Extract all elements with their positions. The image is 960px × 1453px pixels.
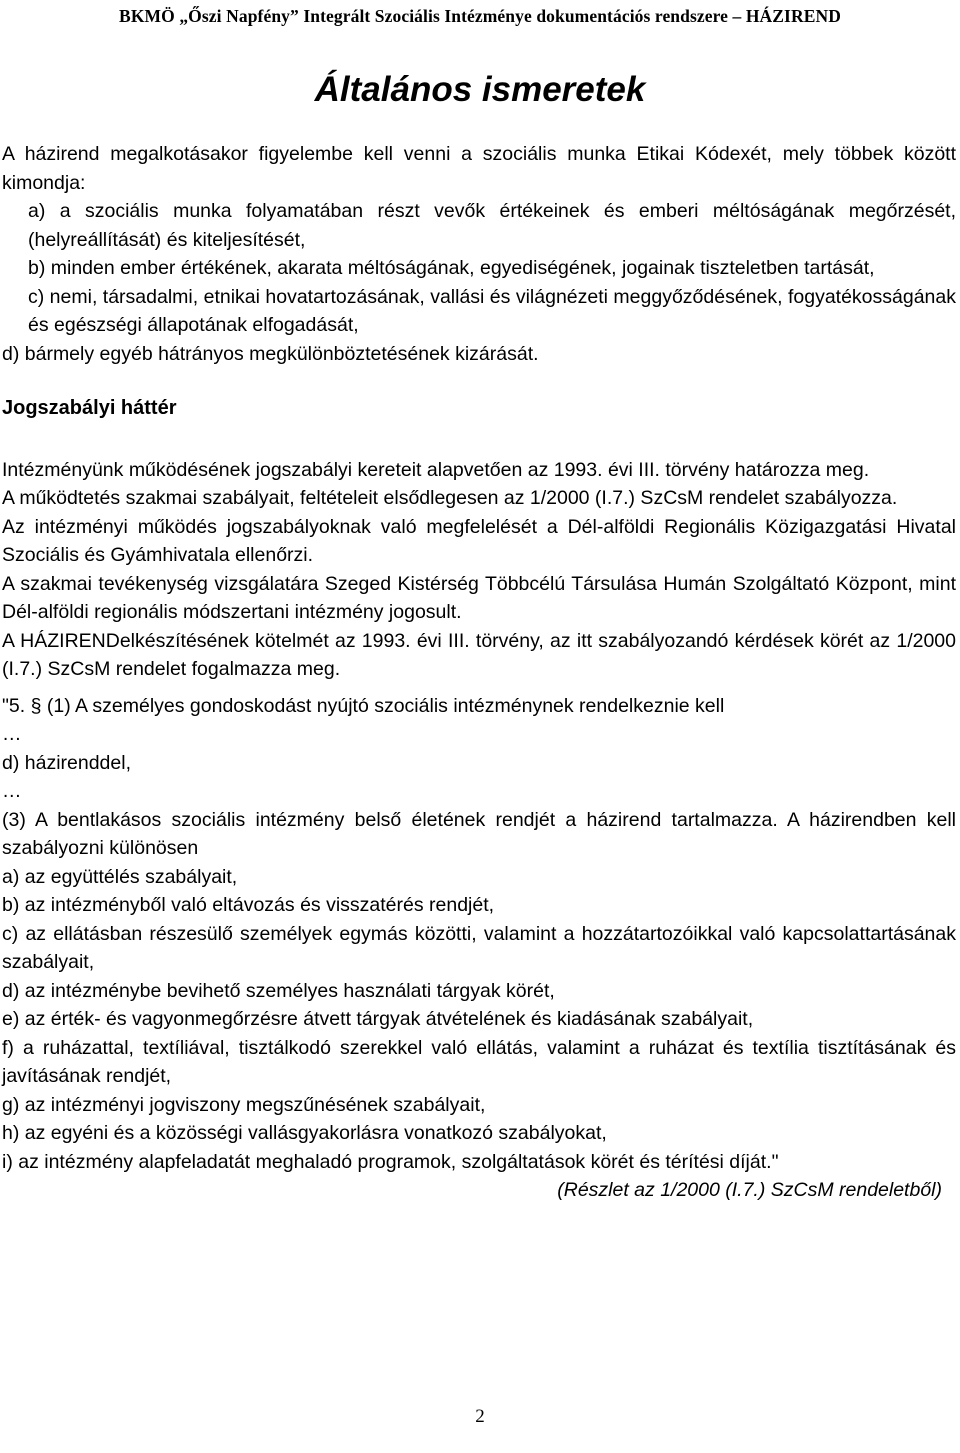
quote-item: h) az egyéni és a közösségi vallásgyakorlásra vonatkozó szabályokat, [2,1122,607,1144]
paragraph: A működtetés szakmai szabályait, feltételeit elsődlegesen az 1/2000 (I.7.) SzCsM rendelet szabályozza. [2,487,898,509]
paragraph: Intézményünk működésének jogszabályi kereteit alapvetően az 1993. évi III. törvény határozza meg. [2,458,870,481]
intro-section [2,140,956,368]
legal-background [2,456,956,684]
intro-item-c: c) nemi, társadalmi, etnikai hovatartozásának, vallási és világnézeti meggyőződésének, fogyatékosságának és egészségi állapotának elfogadását, [28,285,956,336]
quote-item: d) az intézménybe bevihető személyes használati tárgyak körét, [2,979,555,1002]
section-title: Jogszabályi háttér [2,397,177,419]
document-body [2,140,956,1205]
intro-lead: A házirend megalkotásakor figyelembe kell venni a szociális munka Etikai Kódexét, mely többek között kimondja: [2,143,956,194]
page-number: 2 [475,1406,485,1427]
legal-quote [2,692,956,1205]
quote-ellipsis: … [2,723,22,745]
paragraph: Az intézményi működés jogszabályoknak való megfelelését a Dél-alföldi Regionális Közigazgatási Hivatal Szociális és Gyámhivatala ellenőrzi. [2,515,956,566]
intro-item-a: a) a szociális munka folyamatában részt vevők értékeinek és emberi méltóságának megőrzését, (helyreállítását) és kiteljesítését, [28,200,956,251]
quote-item: f) a ruházattal, textíliával, tisztálkodó szerekkel való ellátás, valamint a ruházat és textília tisztításának és javításának rendjét, [2,1036,956,1087]
paragraph: A szakmai tevékenység vizsgálatára Szeged Kistérség Többcélú Társulása Humán Szolgáltató Központ, mint Dél-alföldi regionális módszertani intézmény jogosult. [2,572,956,623]
document-header: BKMÖ „Őszi Napfény” Integrált Szociális Intézménye dokumentációs rendszere – HÁZIREND [119,6,841,26]
quote-item: e) az érték- és vagyonmegőrzésre átvett tárgyak átvételének és kiadásának szabályait, [2,1008,754,1030]
quote-opening: "5. § (1) A személyes gondoskodást nyújtó szociális intézménynek rendelkeznie kell [2,694,725,717]
quote-line-d: d) házirenddel, [2,751,131,774]
quote-item: c) az ellátásban részesülő személyek egymás közötti, valamint a hozzátartozóikkal való kapcsolattartásának szabályait, [2,922,956,973]
paragraph: A HÁZIRENDelkészítésének kötelmét az 1993. évi III. törvény, az itt szabályozandó kérdések körét az 1/2000 (I.7.) SzCsM rendelet fogalmazza meg. [2,629,956,680]
quote-item: b) az intézményből való eltávozás és visszatérés rendjét, [2,894,495,916]
quote-item: g) az intézményi jogviszony megszűnésének szabályait, [2,1093,486,1116]
quote-paragraph-3: (3) A bentlakásos szociális intézmény belső életének rendjét a házirend tartalmazza. A házirendben kell szabályozni különösen [2,808,956,859]
quote-ellipsis: … [2,780,22,802]
quote-item: a) az együttélés szabályait, [2,865,238,888]
citation: (Részlet az 1/2000 (I.7.) SzCsM rendeletből) [557,1179,942,1201]
intro-item-b: b) minden ember értékének, akarata méltóságának, egyediségének, jogainak tiszteletben tartását, [28,257,875,279]
page-title: Általános ismeretek [314,70,646,109]
quote-item: i) az intézmény alapfeladatát meghaladó programok, szolgáltatások körét és térítési díját." [2,1150,779,1173]
intro-item-d: d) bármely egyéb hátrányos megkülönböztetésének kizárását. [2,342,539,365]
